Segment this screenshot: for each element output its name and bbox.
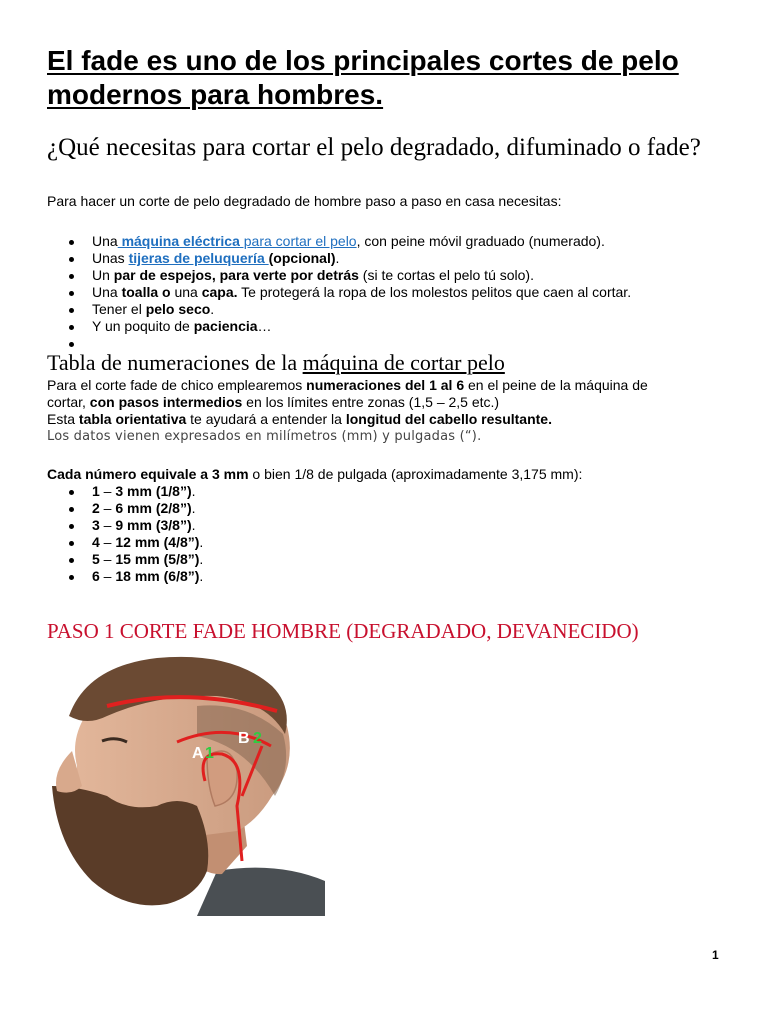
section-heading-paso1: PASO 1 CORTE FADE HOMBRE (DEGRADADO, DEVANECIDO) [47, 619, 639, 643]
list-item: 1 – 3 mm (1/8”). [47, 483, 203, 500]
intro-paragraph: Para hacer un corte de pelo degradado de hombre paso a paso en casa necesitas: [47, 193, 562, 209]
page-number: 1 [712, 948, 719, 962]
bullet-dot [69, 308, 74, 313]
shirt-shape [197, 868, 325, 916]
bullet-dot [69, 274, 74, 279]
section-heading-needs: ¿Qué necesitas para cortar el pelo degradado, difuminado o fade? [47, 134, 701, 161]
needs-list [47, 233, 631, 352]
bullet-dot [69, 240, 74, 245]
list-item: Una toalla o una capa. Te protegerá la ropa de los molestos pelitos que caen al cortar. [47, 284, 631, 301]
bullet-dot [69, 342, 74, 347]
list-item: Y un poquito de paciencia… [47, 318, 631, 335]
bullet-dot [69, 257, 74, 262]
tijeras-link[interactable]: tijeras de peluquería [128, 250, 269, 266]
label-b-letter: B [238, 730, 250, 747]
label-a-number: 1 [205, 745, 214, 762]
list-item: Tener el pelo seco. [47, 301, 631, 318]
maquina-electrica-link[interactable]: máquina eléctrica [117, 233, 240, 249]
tabla-paragraph-3: Esta tabla orientativa te ayudará a entender la longitud del cabello resultante. [47, 411, 552, 427]
equivalence-paragraph: Cada número equivale a 3 mm o bien 1/8 de pulgada (aproximadamente 3,175 mm): [47, 466, 583, 482]
list-item: 4 – 12 mm (4/8”). [47, 534, 203, 551]
numeration-list [47, 483, 203, 585]
bullet-dot [69, 325, 74, 330]
page-title: El fade es uno de los principales cortes de pelo modernos para hombres. [47, 45, 679, 110]
list-item: Unas tijeras de peluquería (opcional). [47, 250, 631, 267]
section-heading-tabla: Tabla de numeraciones de la máquina de cortar pelo [47, 350, 505, 375]
list-item: Una máquina eléctrica para cortar el pelo, con peine móvil graduado (numerado). [47, 233, 631, 250]
units-note: Los datos vienen expresados en milímetros (mm) y pulgadas (“). [47, 429, 482, 444]
list-item: 5 – 15 mm (5/8”). [47, 551, 203, 568]
cortar-pelo-link[interactable]: para cortar el pelo [239, 233, 357, 249]
label-b-number: 2 [253, 730, 262, 747]
tabla-paragraph-1: Para el corte fade de chico emplearemos numeraciones del 1 al 6 en el peine de la máquina de [47, 377, 648, 393]
list-item: Un par de espejos, para verte por detrás (si te cortas el pelo tú solo). [47, 267, 631, 284]
list-item: 6 – 18 mm (6/8”). [47, 568, 203, 585]
tabla-paragraph-2: cortar, con pasos intermedios en los límites entre zonas (1,5 – 2,5 etc.) [47, 394, 500, 410]
label-a-letter: A [192, 745, 204, 762]
list-item: 2 – 6 mm (2/8”). [47, 500, 203, 517]
bullet-dot [69, 291, 74, 296]
fade-haircut-photo [47, 646, 325, 916]
list-item: 3 – 9 mm (3/8”). [47, 517, 203, 534]
